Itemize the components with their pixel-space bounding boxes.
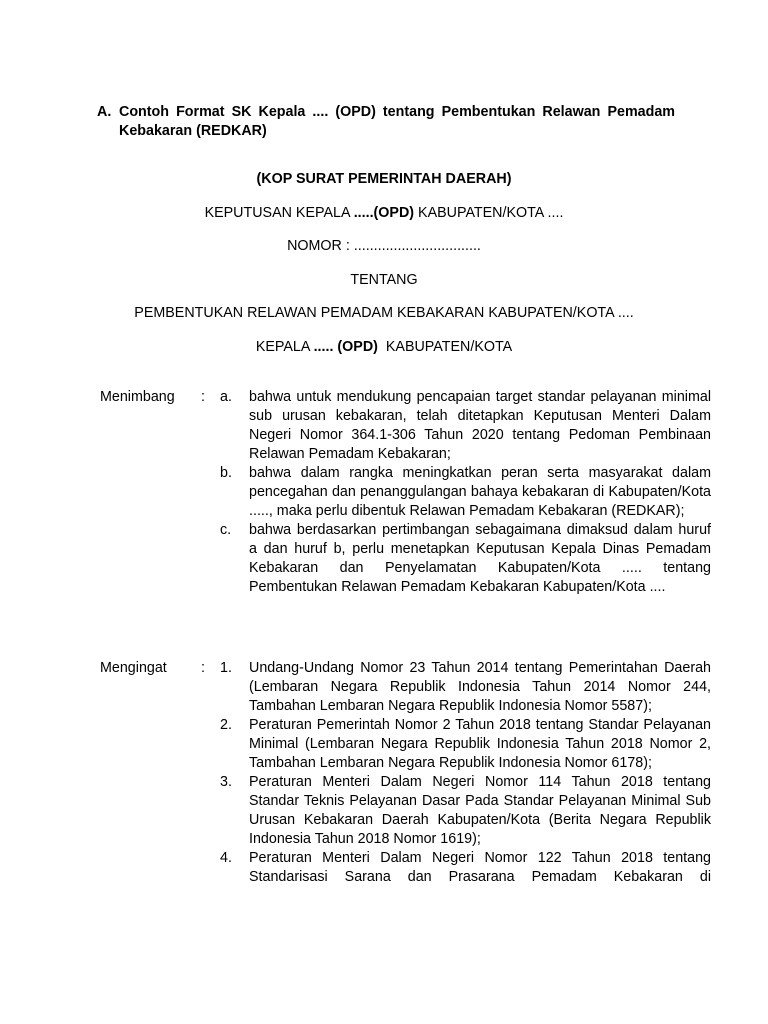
- kepala-opd: ..... (OPD): [313, 339, 378, 355]
- keputusan-suffix: KABUPATEN/KOTA ....: [414, 205, 564, 221]
- subject-line: PEMBENTUKAN RELAWAN PEMADAM KEBAKARAN KABUPATEN/KOTA ....: [134, 305, 634, 321]
- list-item: [220, 659, 711, 716]
- list-item: [220, 849, 711, 887]
- list-item: [220, 716, 711, 773]
- item-marker: a.: [220, 389, 232, 405]
- list-item: [220, 521, 711, 597]
- list-item: [220, 388, 711, 464]
- item-text: Peraturan Menteri Dalam Negeri Nomor 122 Tahun 2018 tentang Standarisasi Sarana dan Prasarana Pemadam Kebakaran di: [249, 850, 711, 885]
- item-marker: c.: [220, 522, 232, 538]
- mengingat-label: Mengingat: [100, 660, 167, 676]
- kepala-prefix: KEPALA: [255, 339, 314, 355]
- item-text: Peraturan Pemerintah Nomor 2 Tahun 2018 tentang Standar Pelayanan Minimal (Lembaran Negara Republik Indonesia Tahun 2018 Nomor 2, Tambahan Lembaran Negara Republik Indonesia Nomor 6178);: [249, 717, 711, 771]
- heading-text: Contoh Format SK Kepala .... (OPD) tentang Pembentukan Relawan Pemadam Kebakaran (REDKAR): [119, 104, 675, 139]
- list-item: [220, 773, 711, 849]
- mengingat-colon: :: [201, 660, 205, 676]
- kop-surat: (KOP SURAT PEMERINTAH DAERAH): [256, 171, 512, 187]
- kepala-suffix: KABUPATEN/KOTA: [377, 339, 513, 355]
- item-marker: 3.: [220, 774, 232, 790]
- menimbang-colon: :: [201, 389, 205, 405]
- list-item: [220, 464, 711, 521]
- kepala-line: [0, 338, 768, 357]
- item-marker: 1.: [220, 660, 232, 676]
- item-text: Peraturan Menteri Dalam Negeri Nomor 114 Tahun 2018 tentang Standar Teknis Pelayanan Dasar Pada Standar Pelayanan Minimal Sub Urusan Kebakaran Daerah Kabupaten/Kota (Berita Negara Republik Indonesia Tahun 2018 Nomor 1619);: [249, 774, 711, 847]
- item-marker: 2.: [220, 717, 232, 733]
- document-heading: [97, 103, 675, 141]
- item-text: bahwa untuk mendukung pencapaian target standar pelayanan minimal sub urusan kebakaran, telah ditetapkan Keputusan Menteri Dalam Negeri Nomor 364.1-306 Tahun 2020 tentang Pedoman Pembinaan Relawan Pemadam Kebakaran;: [249, 389, 711, 462]
- keputusan-prefix: KEPUTUSAN KEPALA: [204, 205, 354, 221]
- menimbang-label: Menimbang: [100, 389, 175, 405]
- heading-letter: A.: [97, 104, 112, 120]
- item-text: bahwa berdasarkan pertimbangan sebagaimana dimaksud dalam huruf a dan huruf b, perlu menetapkan Keputusan Kepala Dinas Pemadam Kebakaran dan Penyelamatan Kabupaten/Kota ..... tentang Pembentukan Relawan Pemadam Kebakaran Kabupaten/Kota ....: [249, 522, 711, 595]
- menimbang-list: [220, 388, 711, 597]
- tentang-line: TENTANG: [350, 272, 418, 288]
- item-text: Undang-Undang Nomor 23 Tahun 2014 tentang Pemerintahan Daerah (Lembaran Negara Republik Indonesia Tahun 2014 Nomor 244, Tambahan Lembaran Negara Republik Indonesia Nomor 5587);: [249, 660, 711, 714]
- item-marker: 4.: [220, 850, 232, 866]
- item-marker: b.: [220, 465, 232, 481]
- item-text: bahwa dalam rangka meningkatkan peran serta masyarakat dalam pencegahan dan penanggulangan bahaya kebakaran di Kabupaten/Kota ....., maka perlu dibentuk Relawan Pemadam Kebakaran (REDKAR);: [249, 465, 711, 519]
- keputusan-title: [0, 204, 768, 223]
- mengingat-list: [220, 659, 711, 887]
- keputusan-opd: .....(OPD): [353, 205, 415, 221]
- nomor-line: NOMOR : ................................: [287, 238, 481, 254]
